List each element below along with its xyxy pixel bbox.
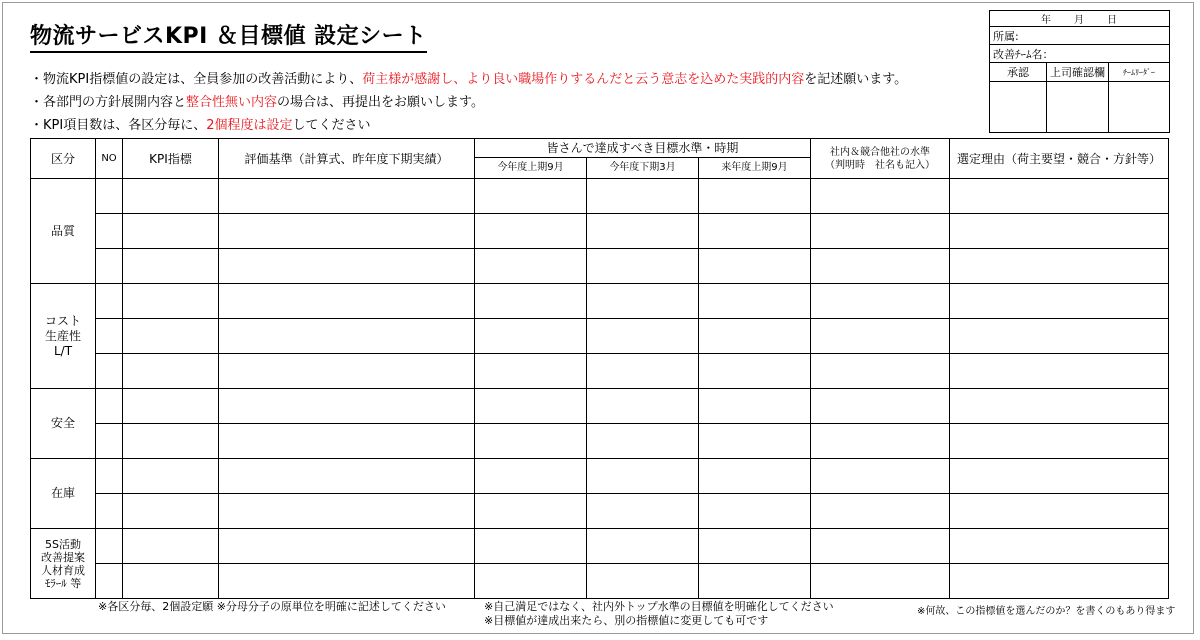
team-leader-stamp-cell[interactable] [1109,82,1170,133]
reason-cell[interactable] [950,389,1169,424]
reason-cell[interactable] [950,424,1169,459]
no-cell[interactable] [96,494,123,529]
reason-cell[interactable] [950,459,1169,494]
target-cell-1[interactable] [475,214,587,249]
supervisor-check-header: 上司確認欄 [1047,63,1109,82]
kpi-cell[interactable] [123,424,219,459]
instruction-3: ・KPI項目数は、各区分毎に、2個程度は設定してください [30,118,371,133]
footnote-right: ※何故、この指標値を選んだのか？を書くのもあり得ます [917,606,1176,617]
header-criteria: 評価基準（計算式、昨年度下期実績） [219,139,475,179]
competitor-cell[interactable] [811,564,950,599]
instruction-1-highlight: 荷主様が感謝し、より良い職場作りするんだと云う意志を込めた実践的内容 [362,72,805,87]
category-label: 5S活動 改善提案 人材育成 ﾓﾗｰﾙ 等 [31,529,96,599]
instruction-2-highlight: 整合性無い内容 [186,95,278,110]
no-cell[interactable] [96,459,123,494]
competitor-cell[interactable] [811,249,950,284]
criteria-cell[interactable] [219,179,475,214]
no-cell[interactable] [96,249,123,284]
header-period-2: 今年度下期3月 [587,158,699,179]
header-competitor: 社内＆競合他社の水準 （判明時 社名も記入） [811,139,950,179]
target-cell-3[interactable] [699,459,811,494]
reason-cell[interactable] [950,214,1169,249]
header-reason: 選定理由（荷主要望・競合・方針等） [950,139,1169,179]
no-cell[interactable] [96,424,123,459]
kpi-cell[interactable] [123,284,219,319]
kpi-cell[interactable] [123,529,219,564]
footnote-middle-2: ※目標値が達成出来たら、別の指標値に変更しても可です [484,614,769,627]
no-cell[interactable] [96,389,123,424]
competitor-cell[interactable] [811,529,950,564]
header-kpi: KPI指標 [123,139,219,179]
target-cell-2[interactable] [587,249,699,284]
approval-header: 承認 [990,63,1047,82]
target-cell-3[interactable] [699,319,811,354]
criteria-cell[interactable] [219,389,475,424]
competitor-cell[interactable] [811,389,950,424]
table-row [31,214,1169,249]
kpi-cell[interactable] [123,179,219,214]
table-row [31,179,1169,214]
target-cell-3[interactable] [699,249,811,284]
footnote-middle-1: ※自己満足ではなく、社内外トップ水準の目標値を明確化してください [484,600,834,613]
kpi-cell[interactable] [123,389,219,424]
target-cell-1[interactable] [475,424,587,459]
team-name-field[interactable]: 改善ﾁｰﾑ名： [990,45,1170,63]
table-row [31,319,1169,354]
supervisor-stamp-cell[interactable] [1047,82,1109,133]
instruction-3-highlight: 2個程度は設定 [206,118,293,133]
target-cell-2[interactable] [587,494,699,529]
competitor-cell[interactable] [811,319,950,354]
target-cell-3[interactable] [699,529,811,564]
criteria-cell[interactable] [219,459,475,494]
target-cell-2[interactable] [587,389,699,424]
criteria-cell[interactable] [219,214,475,249]
reason-cell[interactable] [950,249,1169,284]
kpi-cell[interactable] [123,354,219,389]
target-cell-1[interactable] [475,529,587,564]
table-row [31,529,1169,564]
target-cell-1[interactable] [475,354,587,389]
table-row [31,354,1169,389]
target-cell-3[interactable] [699,564,811,599]
no-cell[interactable] [96,179,123,214]
reason-cell[interactable] [950,494,1169,529]
competitor-cell[interactable] [811,179,950,214]
target-cell-1[interactable] [475,249,587,284]
criteria-cell[interactable] [219,249,475,284]
no-cell[interactable] [96,354,123,389]
competitor-cell[interactable] [811,424,950,459]
category-label: 安全 [31,389,96,459]
target-cell-2[interactable] [587,179,699,214]
target-cell-3[interactable] [699,179,811,214]
competitor-cell[interactable] [811,459,950,494]
target-cell-3[interactable] [699,214,811,249]
kpi-cell[interactable] [123,494,219,529]
target-cell-1[interactable] [475,179,587,214]
target-cell-2[interactable] [587,424,699,459]
target-cell-1[interactable] [475,564,587,599]
no-cell[interactable] [96,319,123,354]
approval-box [989,10,1170,133]
competitor-cell[interactable] [811,214,950,249]
category-label: 品質 [31,179,96,284]
target-cell-3[interactable] [699,284,811,319]
target-cell-1[interactable] [475,389,587,424]
criteria-cell[interactable] [219,354,475,389]
target-cell-1[interactable] [475,319,587,354]
no-cell[interactable] [96,529,123,564]
header-no: NO [96,139,123,179]
reason-cell[interactable] [950,354,1169,389]
target-cell-1[interactable] [475,284,587,319]
category-label: 在庫 [31,459,96,529]
target-cell-2[interactable] [587,284,699,319]
criteria-cell[interactable] [219,424,475,459]
target-cell-1[interactable] [475,459,587,494]
category-label: コスト 生産性 L/T [31,284,96,389]
competitor-cell[interactable] [811,284,950,319]
criteria-cell[interactable] [219,529,475,564]
header-period-3: 来年度上期9月 [699,158,811,179]
criteria-cell[interactable] [219,284,475,319]
target-cell-3[interactable] [699,424,811,459]
reason-cell[interactable] [950,284,1169,319]
target-cell-2[interactable] [587,319,699,354]
table-row [31,494,1169,529]
kpi-cell[interactable] [123,249,219,284]
kpi-cell[interactable] [123,319,219,354]
target-cell-2[interactable] [587,459,699,494]
kpi-cell[interactable] [123,564,219,599]
no-cell[interactable] [96,214,123,249]
table-row [31,284,1169,319]
footnote-left: ※各区分毎、2個設定願 ※分母分子の原単位を明確に記述してください [98,600,446,613]
table-row [31,564,1169,599]
reason-cell[interactable] [950,319,1169,354]
date-field[interactable]: 年 月 日 [990,11,1170,27]
competitor-cell[interactable] [811,494,950,529]
reason-cell[interactable] [950,179,1169,214]
target-cell-2[interactable] [587,529,699,564]
criteria-cell[interactable] [219,494,475,529]
target-cell-3[interactable] [699,354,811,389]
header-target-group: 皆さんで達成すべき目標水準・時期 [475,139,811,158]
header-period-1: 今年度上期9月 [475,158,587,179]
table-row [31,459,1169,494]
page-title: 物流サービスKPI ＆目標値 設定シート [30,24,427,53]
instruction-1: ・物流KPI指標値の設定は、全員参加の改善活動により、荷主様が感謝し、より良い職場作りするんだと云う意志を込めた実践的内容を記述願います。 [30,72,908,87]
office-field[interactable]: 所属: [990,27,1170,45]
no-cell[interactable] [96,284,123,319]
target-cell-2[interactable] [587,564,699,599]
table-row [31,424,1169,459]
table-row [31,389,1169,424]
header-category: 区分 [31,139,96,179]
target-cell-2[interactable] [587,214,699,249]
table-row [31,249,1169,284]
instruction-2: ・各部門の方針展開内容と整合性無い内容の場合は、再提出をお願いします。 [30,95,484,110]
target-cell-2[interactable] [587,354,699,389]
reason-cell[interactable] [950,564,1169,599]
target-cell-3[interactable] [699,389,811,424]
target-cell-1[interactable] [475,494,587,529]
competitor-cell[interactable] [811,354,950,389]
reason-cell[interactable] [950,529,1169,564]
kpi-cell[interactable] [123,214,219,249]
target-cell-3[interactable] [699,494,811,529]
kpi-table [30,138,1169,599]
approval-stamp-cell[interactable] [990,82,1047,133]
criteria-cell[interactable] [219,319,475,354]
no-cell[interactable] [96,564,123,599]
team-leader-header: ﾁｰﾑﾘｰﾀﾞｰ [1109,63,1170,82]
kpi-cell[interactable] [123,459,219,494]
criteria-cell[interactable] [219,564,475,599]
